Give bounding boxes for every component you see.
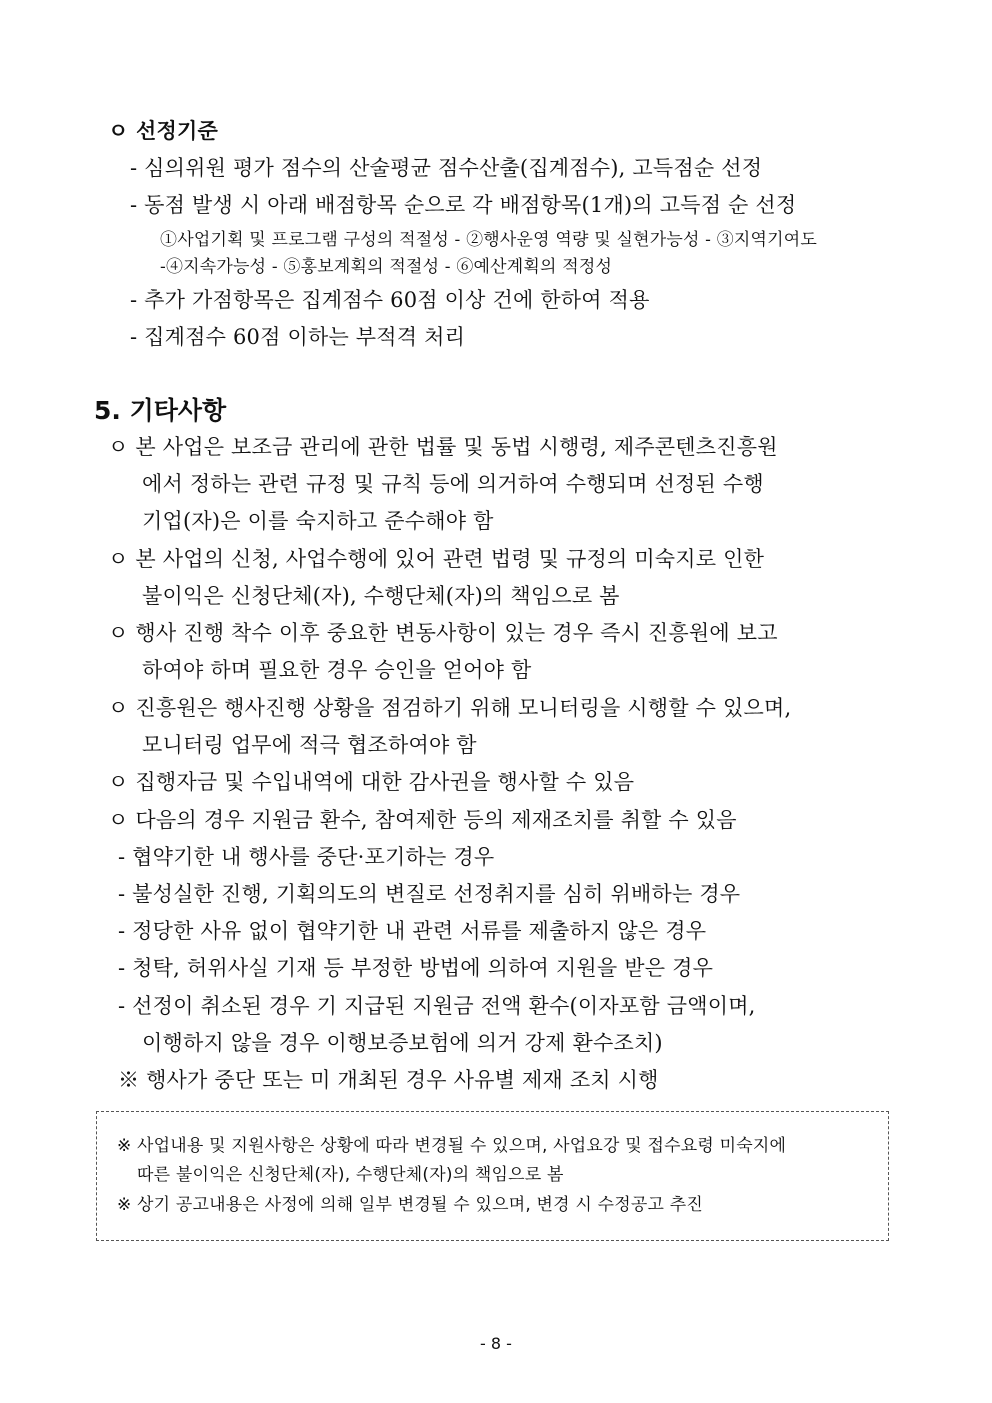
notice-box <box>96 1111 889 1241</box>
selection-item-2: - 동점 발생 시 아래 배점항목 순으로 각 배점항목(1개)의 고득점 순 선정 <box>130 193 797 217</box>
notice-line-2: 따른 불이익은 신청단체(자), 수행단체(자)의 책임으로 봄 <box>137 1165 564 1185</box>
section5-line-15: - 청탁, 허위사실 기재 등 부정한 방법에 의하여 지원을 받은 경우 <box>118 956 714 980</box>
notice-line-3: ※ 상기 공고내용은 사정에 의해 일부 변경될 수 있으며, 변경 시 수정공고 추진 <box>117 1195 703 1215</box>
selection-item-1: - 심의위원 평가 점수의 산술평균 점수산출(집계점수), 고득점순 선정 <box>130 156 763 180</box>
section5-line-17: 이행하지 않을 경우 이행보증보험에 의거 강제 환수조치) <box>142 1031 663 1055</box>
section5-line-3: 기업(자)은 이를 숙지하고 준수해야 함 <box>142 509 494 533</box>
section-5-title: 5. 기타사항 <box>94 396 227 425</box>
section5-line-13: - 불성실한 진행, 기획의도의 변질로 선정취지를 심히 위배하는 경우 <box>118 882 741 906</box>
section5-line-10: ㅇ 집행자금 및 수입내역에 대한 감사권을 행사할 수 있음 <box>108 770 635 794</box>
selection-criteria-heading: ㅇ 선정기준 <box>108 118 218 143</box>
section5-line-1: ㅇ 본 사업은 보조금 관리에 관한 법률 및 동법 시행령, 제주콘텐츠진흥원 <box>108 435 778 459</box>
scoring-order-line-1: ①사업기획 및 프로그램 구성의 적절성 - ②행사운영 역량 및 실현가능성 - ③지역기여도 <box>160 230 818 250</box>
section5-line-8: ㅇ 진흥원은 행사진행 상황을 점검하기 위해 모니터링을 시행할 수 있으며, <box>108 696 792 720</box>
scoring-order-line-2: -④지속가능성 - ⑤홍보계획의 적절성 - ⑥예산계획의 적정성 <box>160 257 613 277</box>
notice-line-1: ※ 사업내용 및 지원사항은 상황에 따라 변경될 수 있으며, 사업요강 및 접수요령 미숙지에 <box>117 1136 787 1156</box>
sanction-note: ※ 행사가 중단 또는 미 개최된 경우 사유별 제재 조치 시행 <box>118 1068 659 1092</box>
section5-line-7: 하여야 하며 필요한 경우 승인을 얻어야 함 <box>142 658 532 682</box>
section5-line-4: ㅇ 본 사업의 신청, 사업수행에 있어 관련 법령 및 규정의 미숙지로 인한 <box>108 547 765 571</box>
selection-item-3: - 추가 가점항목은 집계점수 60점 이상 건에 한하여 적용 <box>130 288 650 312</box>
section5-line-6: ㅇ 행사 진행 착수 이후 중요한 변동사항이 있는 경우 즉시 진흥원에 보고 <box>108 621 778 645</box>
section5-line-9: 모니터링 업무에 적극 협조하여야 함 <box>142 733 477 757</box>
section5-line-11: ㅇ 다음의 경우 지원금 환수, 참여제한 등의 제재조치를 취할 수 있음 <box>108 808 737 832</box>
page-number: - 8 - <box>480 1334 512 1353</box>
section5-line-14: - 정당한 사유 없이 협약기한 내 관련 서류를 제출하지 않은 경우 <box>118 919 707 943</box>
section5-line-16: - 선정이 취소된 경우 기 지급된 지원금 전액 환수(이자포함 금액이며, <box>118 994 756 1018</box>
section5-line-2: 에서 정하는 관련 규정 및 규칙 등에 의거하여 수행되며 선정된 수행 <box>142 472 764 496</box>
section5-line-12: - 협약기한 내 행사를 중단·포기하는 경우 <box>118 845 495 869</box>
selection-item-4: - 집계점수 60점 이하는 부적격 처리 <box>130 325 466 349</box>
section5-line-5: 불이익은 신청단체(자), 수행단체(자)의 책임으로 봄 <box>142 584 620 608</box>
